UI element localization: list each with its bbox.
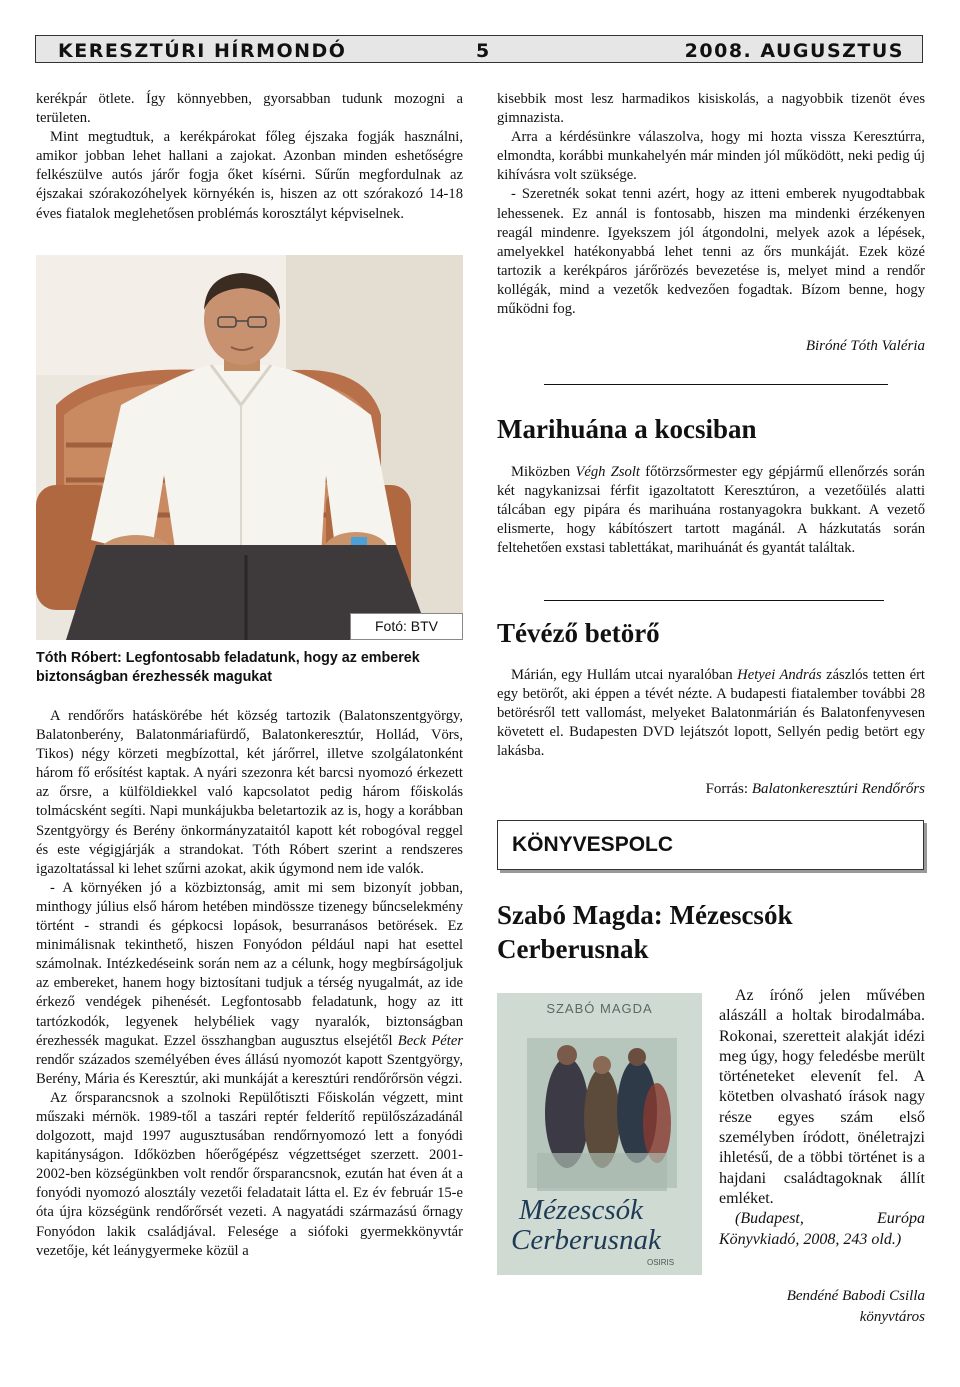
tevezo-title: Tévéző betörő [497,618,660,648]
paragraph-text: rendőr százados személyében éves állású nyomozót kapott Szentgyörgy, Berény, Mária és Keresztúr, aki munkáját a keresztúri rendőrőrsön végzi. [36,1051,463,1087]
portrait-photo [36,255,463,640]
photo-credit: Fotó: BTV [350,613,463,640]
paragraph: Az őrsparancsnok a szolnoki Repülőtiszti Főiskolán végzett, mint műszaki mérnök. 1989-től a taszári reptér felderítő repülőszázadánál dolgozott, majd 1997 augusztusában rendőrnyomozó lett a fonyódi kapitányságon. Időközben hőerőgépész végzettséget szerzett. 2001-2002-ben községünkben volt rendőr őrsparancsnok, ezután hat éven át a fonyódi nyomozó alosztály vezetői feladatait látta el. Ez év február 15-e óta újra községünk rendőrőrsét vezeti. A nagyatádi származású őrnagy Fonyódon lakik családjával. Felesége a siófoki gyermekkönyvtár vezetője, két leánygyermeke közül a [36,1089,463,1259]
divider [544,384,888,385]
paragraph: A rendőrőrs hatáskörébe hét község tartozik (Balatonszentgyörgy, Balatonberény, Balatonmáriafürdő, Balatonkeresztúr, Hollád, Vörs, Tikos) négy körzeti megbízottal, két járőrrel, illetve szolgálatonként három fő erősítést kaptak. A nyári szezonra két barcsi nyomozó érkezett az őrsre, a külföldiekkel való kapcsolatot pedig három főiskolás tolmácsként segíti. Napi munkájukba beletartozik az is, hogy a korábban Szentgyörgy és Berény önkormányzataitól kapott két robogóval reggel és este végigjárják a strandokat. Tóth Róbert szerint a rendszeres igazoltatással ki lehet szűrni azokat, akik úgymond nem ide valók. [36,708,463,877]
paragraph-text: zászlós tetten ért egy betörőt, aki éppen a tévét nézte. A budapesti fiatalember további 28 betörésről tett vallomást, melyeket Balatonmárián és Balatonfenyvesen követett el. Budapesten DVD lejátszót lopott, Sellyén pedig betört egy lakásba. [497,667,925,760]
marihuana-body [497,463,925,558]
article-continuation-right [497,90,925,319]
tevezo-body [497,666,925,761]
author-role: könyvtáros [859,1309,925,1325]
author-name: Bendéné Babodi Csilla [786,1288,925,1304]
paragraph: Az írónő jelen művében alászáll a holtak birodalmába. Rokonai, szeretteit alakját idézi meg úgy, hogy feledésbe merült történeteket elevenít fel. A kötetben olvasható írások nagy része egyes szám első személyben íródott, önéletrajzi ihletésű, de a többi történet is a hajdani családtagoknak állít emléket. [719,987,925,1207]
paragraph-text: főtörzsőrmester egy gépjármű ellenőrzés során két nagykanizsai férfit igazoltatott Keresztúron, a vezetőülés alatti tálcában egy pipára és marihuána rostanyagokra bukkant. A vezető elismerte, hogy kábítószert tartott magánál. A házkutatás során feltehetően exstasi tablettákat, marihuánát és gyantát találtak. [497,464,925,557]
paragraph-text: Márián, egy Hullám utcai nyaralóban [511,667,733,683]
newspaper-title: KERESZTÚRI HÍRMONDÓ [58,40,347,62]
cover-title-line1: Mézescsók [519,1194,644,1226]
publication-info: (Budapest, Európa Könyvkiadó, 2008, 243 old.) [719,1210,925,1248]
book-title: Szabó Magda: Mézescsók Cerberusnak [497,900,793,964]
person-name: Beck Péter [397,1032,464,1049]
paragraph: kisebbik most lesz harmadikos kisiskolás, a nagyobbik tizenöt éves gimnazista. [497,91,925,127]
cover-author: SZABÓ MAGDA [546,1001,653,1016]
source-name: Balatonkeresztúri Rendőrőrs [751,781,925,797]
paragraph: Mint megtudtuk, a kerékpárokat főleg éjszaka fogják használni, amikor jobban lehet hallani a zajokat. Azonban minden eshetőségre felkészülve autós járőr fogja őket kísérni. Sűrűn megfordulnak az éjszakai szórakozóhelyek környékén is, hiszen az ott szórakozó 14-18 éves fiatalok meglehetősen problémás korosztályt képviselnek. [36,129,463,222]
cover-title-line2: Cerberusnak [511,1224,661,1256]
paragraph: - Szeretnék sokat tenni azért, hogy az itteni emberek nyugodtabbak lehessenek. Ez annál is fontosabb, hiszen ma mindenki érzékenyen reagál mindenre. Igyekszem jól átgondolni, melyek azok a lépések, amelyekkel hatékonyabbá lehet tenni az őrs munkáját. Ezek közé tartozik a kerékpáros járőrözés bevezetése is, melyet mind a rendőr kollégák, mind a vezetők kedvezően fogadtak. Bízom benne, hogy működni fog. [497,186,925,318]
paragraph [497,666,925,761]
paragraph-text: Miközben [511,464,571,480]
paragraph [497,463,925,558]
article-continuation-top [36,90,463,224]
paragraph: Arra a kérdésünkre válaszolva, hogy mi hozta vissza Keresztúrra, elmondta, korábbi munkahelyén már minden jól működött, neki pedig új kihívásra volt szüksége. [497,129,925,184]
issue-date: 2008. AUGUSZTUS [684,40,904,62]
section-heading-box [497,820,924,870]
article-author: Biróné Tóth Valéria [805,338,925,354]
marihuana-title: Marihuána a kocsiban [497,414,757,444]
paragraph-text: - A környéken jó a közbiztonság, amit mi sem bizonyít jobban, minthogy július első három hetében mindössze tizenegy bűncselekmény történt - strandi és gépkocsi lopások, besurranásos betörések. Ez minimálisnak tekinthető, hiszen Fonyódon például napi hat esettel számolnak. Intézkedéseink során nem az a célunk, hogy megbírságoljuk az embereket, hanem hogy biztosítani tudjuk a térség nyugalmát, az ide érkező vendégek pihenését. Legfontosabb feladatunk, hogy az itt tartózkodók, legyenek helybéliek vagy nyaralók, biztonságban érezhessék magukat. Ezzel összhangban augusztus elsejétől [36,879,463,1049]
page-header [35,35,923,63]
person-name: Végh Zsolt [575,464,640,480]
paragraph [36,879,463,1089]
book-review [719,986,925,1250]
article-body [36,707,463,1261]
person-name: Hetyei András [737,667,822,683]
divider [544,600,884,601]
section-heading: KÖNYVESPOLC [512,833,674,856]
cover-publisher: OSIRIS [647,1258,675,1267]
page-number: 5 [476,40,491,62]
photo-caption: Tóth Róbert: Legfontosabb feladatunk, hogy az emberek biztonságban érezhessék magukat [36,650,420,685]
review-author [719,1286,925,1328]
paragraph: kerékpár ötlete. Így könnyebben, gyorsabban tudunk mozogni a területen. [36,91,463,127]
tevezo-source [497,781,925,798]
source-label: Forrás: [705,781,749,797]
book-cover [497,993,702,1275]
portrait-illustration [36,255,463,640]
